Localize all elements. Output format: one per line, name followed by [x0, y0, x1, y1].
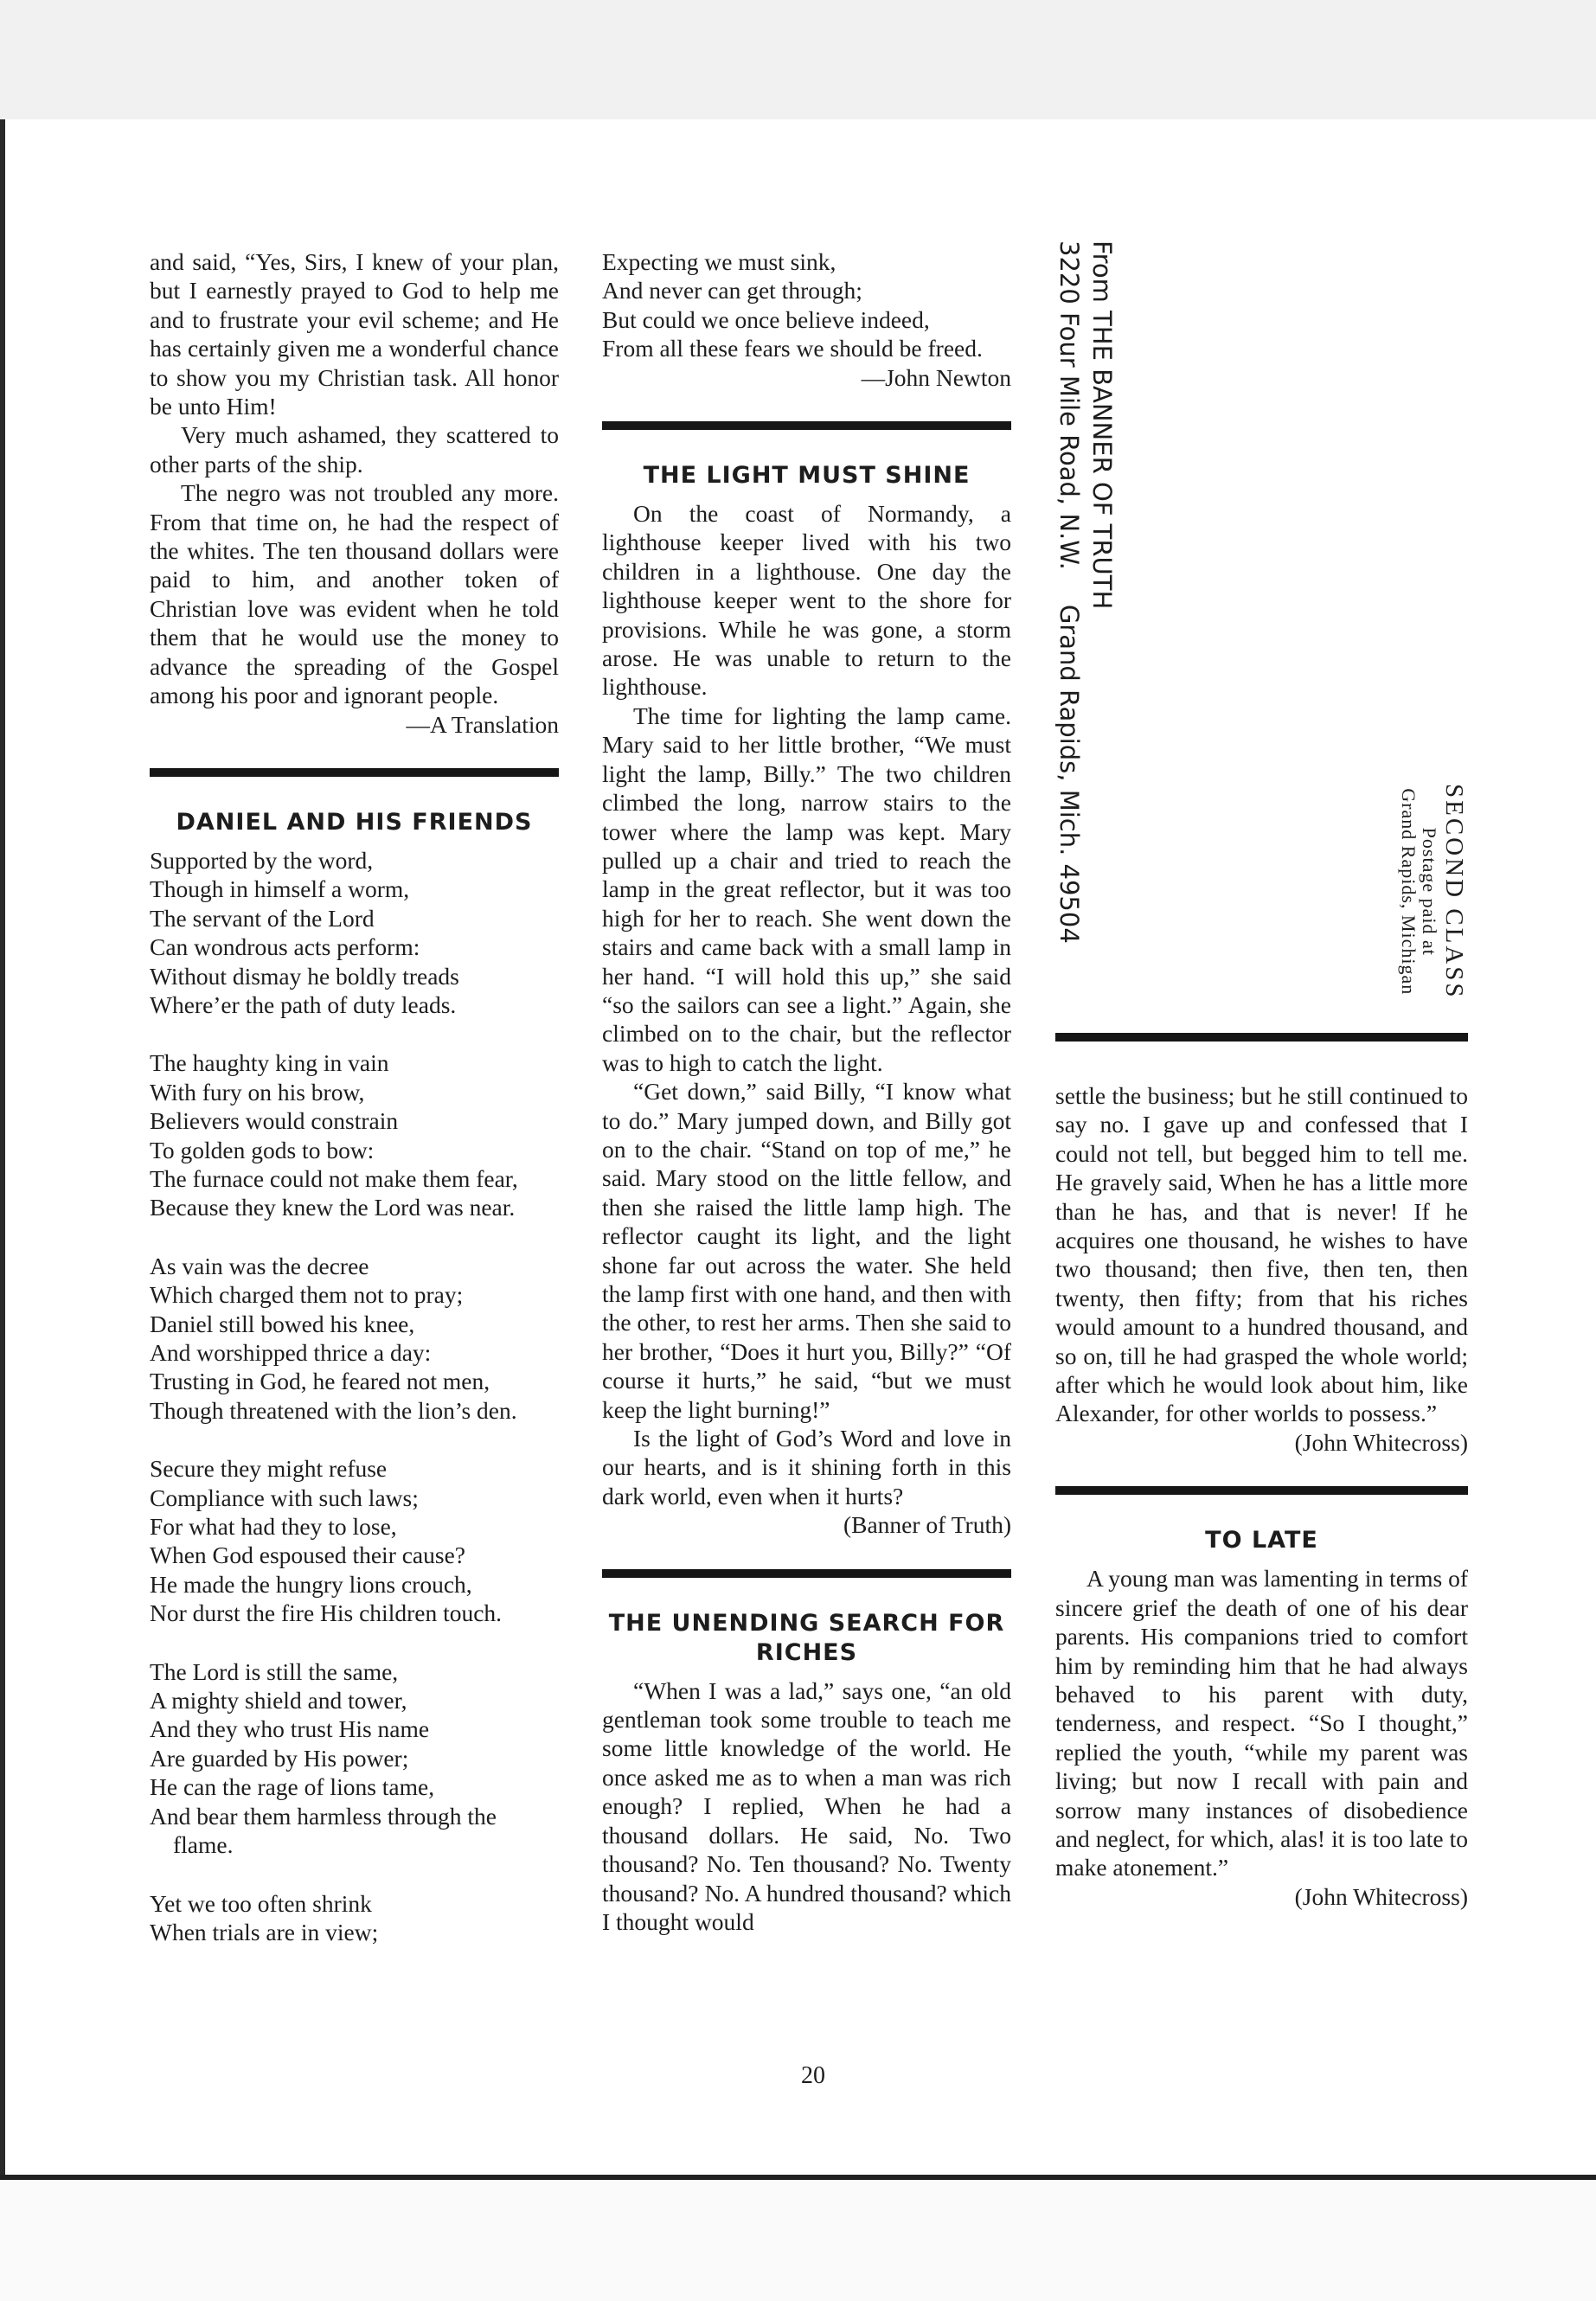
return-address-line: From THE BANNER OF TRUTH — [1087, 240, 1117, 610]
poem-stanza — [150, 1252, 559, 1425]
poem-line: For what had they to lose, — [150, 1513, 397, 1541]
section-divider — [602, 1569, 1011, 1578]
postage-permit — [1398, 784, 1469, 1000]
scan-left-edge — [0, 119, 5, 2180]
poem-line: Yet we too often shrink — [150, 1889, 372, 1917]
article-title: THE LIGHT MUST SHINE — [643, 462, 971, 490]
poem-stanza — [150, 1048, 559, 1221]
page-number: 20 — [801, 2062, 825, 2089]
return-address-line — [1053, 240, 1086, 944]
poem-line: To golden gods to bow: — [150, 1136, 375, 1163]
poem-line: Supported by the word, — [150, 846, 374, 874]
column-middle — [602, 247, 1011, 1936]
article-title: TO LATE — [1205, 1527, 1318, 1554]
postage-line: Postage paid at — [1419, 827, 1440, 956]
postage-line: Grand Rapids, Michigan — [1398, 788, 1420, 996]
poem-line: Compliance with such laws; — [150, 1484, 419, 1511]
poem-line: The Lord is still the same, — [150, 1657, 399, 1685]
article-paragraph: On the coast of Normandy, a lighthouse keeper lived with his two children in a lighthouse. One day the lighthouse keeper went to the shore for provisions. While he was gone, a storm arose. He was unable to return to the lighthouse. — [602, 500, 1011, 701]
poem-line: Trusting in God, he feared not men, — [150, 1368, 490, 1395]
poem-line: Though in himself a worm, — [150, 875, 410, 903]
poem-line: Without dismay he boldly treads — [150, 962, 459, 990]
poem-line: He can the rage of lions tame, — [150, 1773, 435, 1801]
poem-line: Can wondrous acts perform: — [150, 933, 420, 961]
article-paragraph: settle the business; but he still continued to say no. I gave up and confessed that I could not tell, but begged him to tell me. He gravely said, When he has a little more than he has, and that is never! If he acquires one thousand, he wishes to have two thousand; then five, then ten, then twenty, then fifty; from that his riches would amount to a hundred thousand, and so on, till he had grasped the whole world; after which he would look about him, like Alexander, for other worlds to possess.” — [1055, 1082, 1468, 1427]
poem-stanza — [150, 1454, 559, 1627]
poem-line: Are guarded by His power; — [150, 1744, 409, 1772]
poem-line: And worshipped thrice a day: — [150, 1339, 432, 1366]
section-divider — [1055, 1033, 1468, 1042]
scan-bottom-margin — [0, 2180, 1596, 2301]
section-divider — [1055, 1486, 1468, 1495]
poem-line: From all these fears we should be freed. — [602, 335, 983, 362]
poem-line: A mighty shield and tower, — [150, 1687, 407, 1715]
poem-line: He made the hungry lions crouch, — [150, 1570, 472, 1598]
poem-line: Which charged them not to pray; — [150, 1281, 464, 1309]
poem-line: And bear them harmless through the flame. — [150, 1802, 497, 1859]
poem-attribution: —John Newton — [861, 363, 1011, 391]
article-paragraph: “Get down,” said Billy, “I know what to do.” Mary jumped down, and Billy got on to the chair. “Stand on top of me,” he said. Mary stood on the little fellow, and then she raised the little lamp high. The reflector caught its light, and the light shone far out across the water. She held the lamp first with one hand, and then with the other, to rest her arms. Then she said to her brother, “Does it hurt you, Billy?” “Of course it hurts,” he said, “but we must keep the light burning!” — [602, 1078, 1011, 1423]
poem-line: With fury on his brow, — [150, 1078, 365, 1106]
scan-top-margin — [0, 0, 1596, 119]
poem-stanza — [150, 1889, 559, 1947]
column-right — [1055, 1081, 1468, 1911]
return-address-city: Grand Rapids, Mich. 49504 — [1054, 604, 1084, 944]
poem-line: Believers would constrain — [150, 1107, 399, 1135]
article-attribution: (John Whitecross) — [1294, 1882, 1468, 1910]
poem-stanza — [150, 1657, 559, 1860]
poem-line: Because they knew the Lord was near. — [150, 1194, 516, 1221]
section-divider — [150, 768, 559, 777]
article-paragraph: The time for lighting the lamp came. Mary said to her little brother, “We must light the lamp, Billy.” The two children climbed the long, narrow stairs to the tower where the lamp was kept. Mary pulled up a chair and tried to reach the lamp in the great reflector, but it was too high for her to reach. She went down the stairs and came back with a small lamp in her hand. “I will hold this up,” she said “so the sailors can see a light.” Again, she climbed on to the chair, but the reflector was to high to catch the light. — [602, 702, 1011, 1076]
story-paragraph: and said, “Yes, Sirs, I knew of your plan, but I earnestly prayed to God to help me and to frustrate your evil scheme; and He has certainly given me a wonderful chance to show you my Christian task. All honor be unto Him! — [150, 248, 559, 420]
return-address — [1053, 240, 1118, 944]
story-paragraph: Very much ashamed, they scattered to other parts of the ship. — [150, 421, 559, 478]
column-left — [150, 247, 559, 1976]
poem-line: The furnace could not make them fear, — [150, 1164, 518, 1192]
poem-line: The servant of the Lord — [150, 904, 375, 932]
poem-line: The haughty king in vain — [150, 1049, 389, 1077]
poem-line: As vain was the decree — [150, 1252, 369, 1279]
poem-line: Nor durst the fire His children touch. — [150, 1599, 503, 1627]
poem-title: DANIEL AND HIS FRIENDS — [176, 808, 533, 836]
poem-line: Secure they might refuse — [150, 1455, 388, 1483]
poem-line: Though threatened with the lion’s den. — [150, 1396, 517, 1424]
story-paragraph: The negro was not troubled any more. From that time on, he had the respect of the whites. The ten thousand dollars were paid to him, and another token of Christian love was evident when he told them that he would use the money to advance the spreading of the Gospel among his poor and ignorant people. — [150, 479, 559, 709]
article-attribution: (Banner of Truth) — [843, 1511, 1011, 1539]
article-attribution: (John Whitecross) — [1294, 1428, 1468, 1456]
poem-line: Daniel still bowed his knee, — [150, 1310, 415, 1337]
poem-line: And never can get through; — [602, 277, 862, 304]
story-attribution: —A Translation — [406, 710, 559, 738]
return-address-street: 3220 Four Mile Road, N.W. — [1054, 240, 1084, 570]
article-paragraph: Is the light of God’s Word and love in our hearts, and is it shining forth in this dark world, even when it hurts? — [602, 1425, 1011, 1509]
poem-stanza — [150, 846, 559, 1019]
article-title: THE UNENDING SEARCH FOR RICHES — [608, 1609, 1005, 1666]
poem-line: Expecting we must sink, — [602, 248, 836, 275]
postage-class: SECOND CLASS — [1440, 784, 1468, 1000]
article-paragraph: A young man was lamenting in terms of sincere grief the death of one of his dear parents. His companions tried to comfort him by reminding him that he had always behaved to his parent with duty, tenderness, and respect. “So I thought,” replied the youth, “while my parent was living; but now I recall with pain and sorrow many instances of disobedience and neglect, for which, alas! it is too late to make atonement.” — [1055, 1565, 1468, 1881]
poem-line: When God espoused their cause? — [150, 1541, 466, 1569]
poem-line: Where’er the path of duty leads. — [150, 990, 457, 1018]
poem-line: But could we once believe indeed, — [602, 305, 930, 333]
section-divider — [602, 421, 1011, 430]
poem-line: And they who trust His name — [150, 1715, 430, 1743]
poem-line: When trials are in view; — [150, 1918, 379, 1945]
article-paragraph: “When I was a lad,” says one, “an old gentleman took some trouble to teach me some little knowledge of the world. He once asked me as to when a man was rich enough? I replied, When he had a thousand dollars. He said, No. Two thousand? No. Ten thousand? No. Twenty thousand? No. A hundred thousand? which I thought would — [602, 1676, 1011, 1935]
